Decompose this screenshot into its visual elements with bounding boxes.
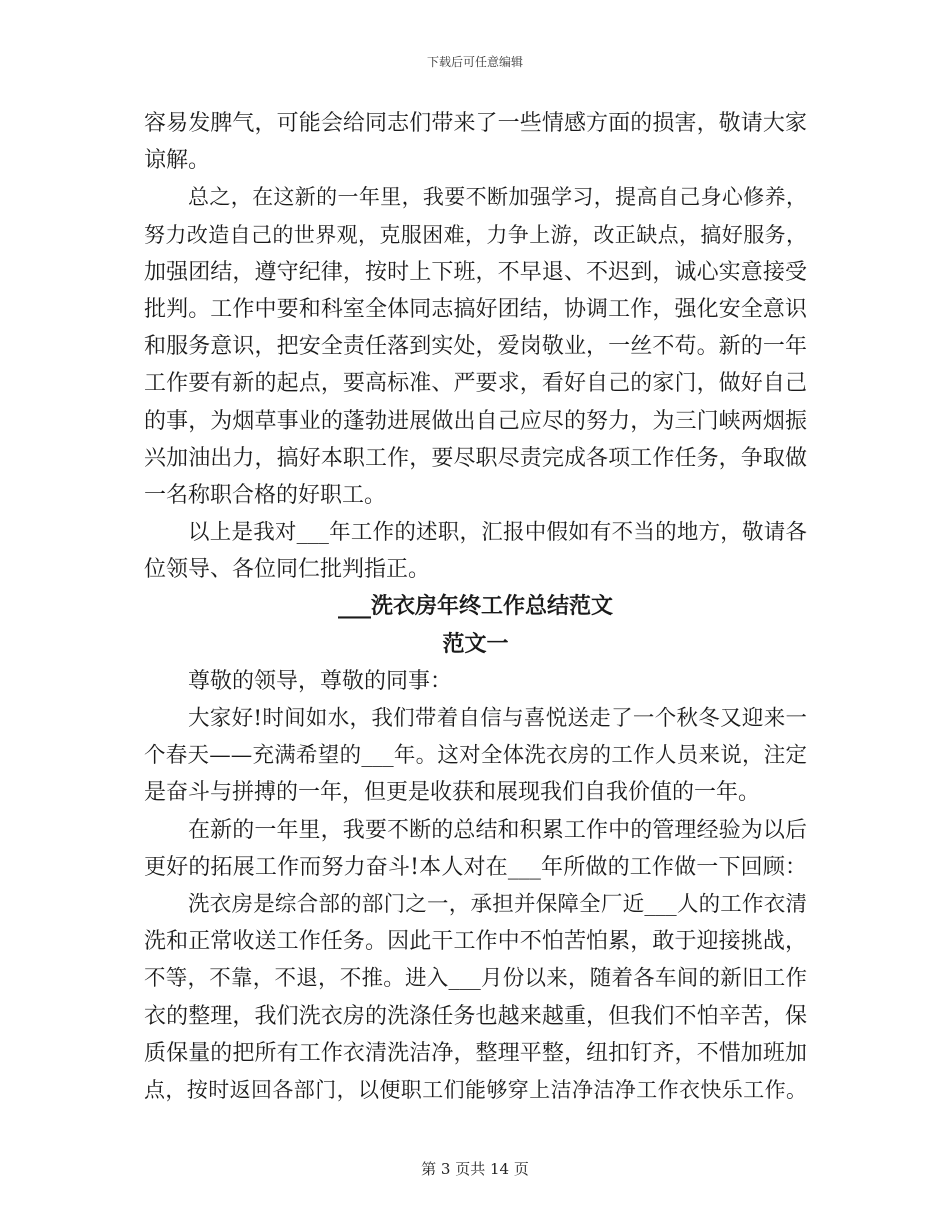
paragraph-line: 个春天——充满希望的___年。这对全体洗衣房的工作人员来说，注定 [144,743,807,769]
paragraph-line: 谅解。 [144,148,211,174]
paragraph-line: 批判。工作中要和科室全体同志搞好团结，协调工作，强化安全意识 [144,296,807,322]
paragraph-line: 洗衣房是综合部的部门之一，承担并保障全厂近___人的工作衣清 [188,891,807,917]
paragraph-line: 的事，为烟草事业的蓬勃进展做出自己应尽的努力，为三门峡两烟振 [144,408,807,434]
document-body [144,105,807,1109]
paragraph-line: 质保量的把所有工作衣清洗洁净，整理平整，纽扣钉齐，不惜加班加 [144,1040,807,1066]
paragraph-line: 大家好!时间如水，我们带着自信与喜悦送走了一个秋冬又迎来一 [188,706,807,731]
paragraph-line: 总之，在这新的一年里，我要不断加强学习，提高自己身心修养， [188,185,807,210]
paragraph-line: 努力改造自己的世界观，克服困难，力争上游，改正缺点，搞好服务， [144,222,807,247]
page-footer: 第 3 页共 14 页 [421,1160,529,1178]
paragraph-line: 不等，不靠，不退，不推。进入___月份以来，随着各车间的新旧工作 [144,966,807,992]
paragraph-line: 更好的拓展工作而努力奋斗!本人对在___年所做的工作做一下回顾： [144,854,807,880]
section-title: ___洗衣房年终工作总结范文 [337,593,613,620]
paragraph-line: 一名称职合格的好职工。 [144,482,387,508]
paragraph-line: 加强团结，遵守纪律，按时上下班，不早退、不迟到，诚心实意接受 [144,259,807,285]
paragraph-line: 容易发脾气，可能会给同志们带来了一些情感方面的损害，敬请大家 [144,111,807,136]
salutation: 尊敬的领导，尊敬的同事： [188,668,453,694]
paragraph-line: 点，按时返回各部门，以便职工们能够穿上洁净洁净工作衣快乐工作。 [144,1077,807,1102]
paragraph-line: 以上是我对___年工作的述职，汇报中假如有不当的地方，敬请各 [188,520,807,546]
paragraph-line: 和服务意识，把安全责任落到实处，爱岗敬业，一丝不苟。新的一年 [144,334,807,360]
page-header: 下载后可任意编辑 [426,55,523,69]
paragraph-line: 位领导、各位同仁批判指正。 [144,557,431,583]
paragraph-line: 衣的整理，我们洗衣房的洗涤任务也越来越重，但我们不怕辛苦，保 [144,1003,807,1029]
section-subtitle: 范文一 [442,630,509,657]
paragraph-line: 工作要有新的起点，要高标准、严要求，看好自己的家门，做好自己 [144,371,807,397]
paragraph-line: 是奋斗与拼搏的一年，但更是收获和展现我们自我价值的一年。 [144,780,761,806]
paragraph-line: 洗和正常收送工作任务。因此干工作中不怕苦怕累，敢于迎接挑战， [144,929,807,955]
paragraph-line: 在新的一年里，我要不断的总结和积累工作中的管理经验为以后 [188,817,807,843]
paragraph-line: 兴加油出力，搞好本职工作，要尽职尽责完成各项工作任务，争取做 [144,445,807,471]
